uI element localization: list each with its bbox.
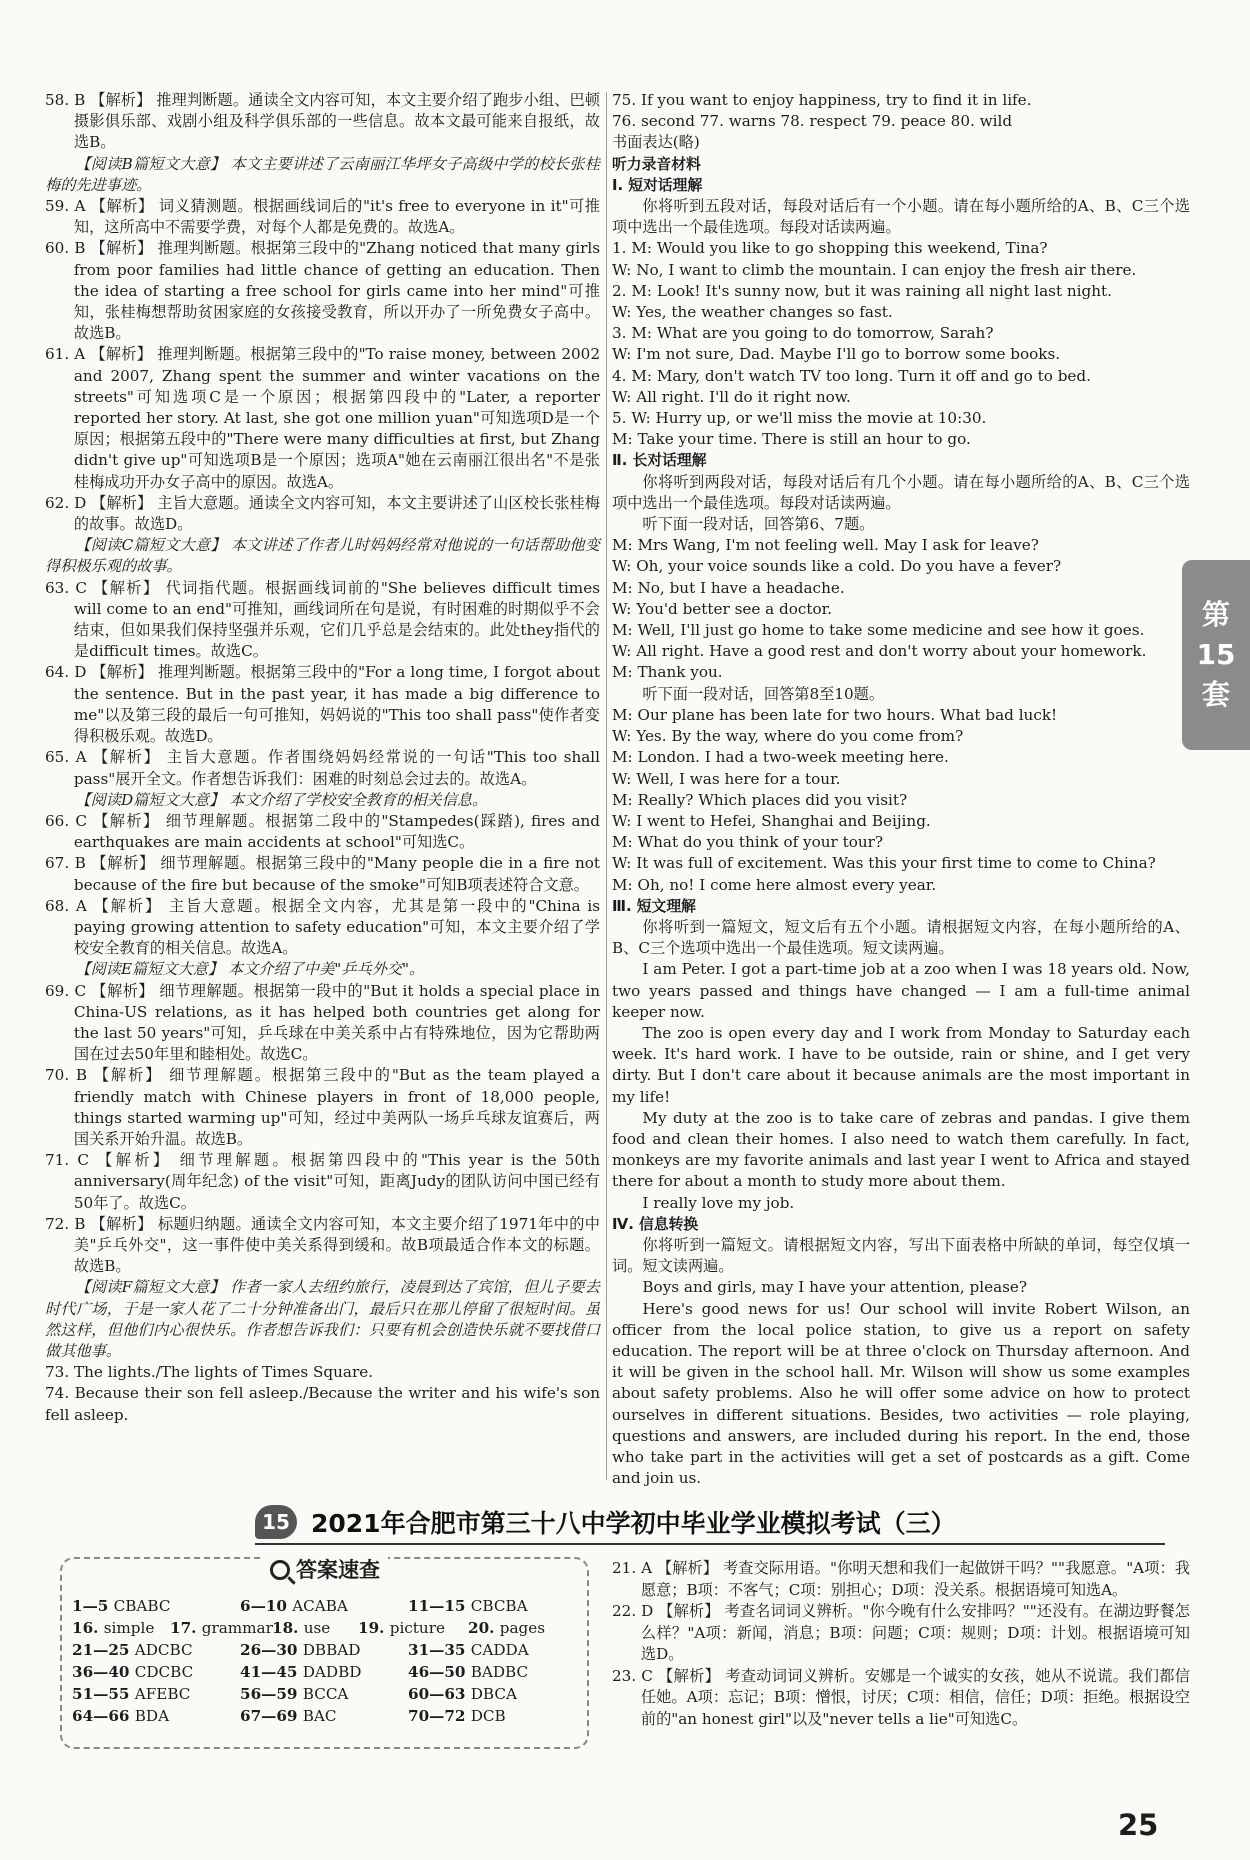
answer-number: 51—55	[72, 1685, 135, 1703]
left-column-paragraph: 61. A 【解析】 推理判断题。根据第三段中的"To raise money, between 2002 and 2007, Zhang spent the summer and winter vacations on the streets"可知选项C是一个原因；根据第四段中的"Later, a reporter reported her story. At last, she got one million yuan"可知选项D是一个原因；根据第五段中的"There were many difficulties at first, but Zhang didn't give up"可知选项B是一个原因；选项A"她在云南丽江很出名"不是张桂梅成功开办女子高中的原因。故选A。	[45, 345, 600, 491]
right-column-paragraph: 你将听到一篇短文，短文后有五个小题。请根据短文内容，在每小题所给的A、B、C三个选项中选出一个最佳选项。短文读两遍。	[612, 917, 1190, 958]
right-column	[612, 90, 1190, 1489]
bottom-right-paragraph: 23. C 【解析】 考查动词词义辨析。安娜是一个诚实的女孩，她从不说谎。我们都信任她。A项：忘记；B项：憎恨，讨厌；C项：相信，信任；D项：拒绝。根据设空前的"an honest girl"以及"never tells a lie"可知选C。	[612, 1666, 1190, 1728]
answer-number: 17.	[170, 1619, 202, 1637]
right-column-paragraph: 2. M: Look! It's sunny now, but it was raining all night last night.	[612, 281, 1112, 300]
right-column-paragraph: W: I'm not sure, Dad. Maybe I'll go to borrow some books.	[612, 345, 1061, 364]
answer-cell	[408, 1683, 576, 1705]
answer-box-title	[262, 1555, 388, 1585]
left-column-paragraph: 【阅读B篇短文大意】 本文主要讲述了云南丽江华坪女子高级中学的校长张桂梅的先进事迹。	[45, 154, 600, 194]
answer-number: 56—59	[240, 1685, 303, 1703]
left-column-paragraph: 【阅读E篇短文大意】 本文介绍了中美"乒乓外交"。	[75, 960, 425, 979]
answer-number: 46—50	[408, 1663, 471, 1681]
answer-value: DBBAD	[302, 1641, 361, 1659]
magnifier-icon	[270, 1560, 290, 1580]
answer-number: 60—63	[408, 1685, 471, 1703]
right-column-paragraph: W: All right. Have a good rest and don't worry about your homework.	[612, 642, 1147, 661]
left-column-paragraph: 69. C 【解析】 细节理解题。根据第一段中的"But it holds a special place in China-US relations, as it has helped both countries get along for the last 50 years"可知，乒乓球在中美关系中占有特殊地位，因为它帮助两国在过去50年里和睦相处。故选C。	[45, 981, 600, 1064]
answer-cell	[240, 1705, 408, 1727]
side-tab-char-3: 套	[1201, 678, 1230, 711]
answer-cell	[72, 1705, 240, 1727]
answer-grid	[72, 1595, 577, 1727]
answer-number: 36—40	[72, 1663, 135, 1681]
answer-row	[72, 1683, 577, 1705]
answer-number: 19.	[358, 1619, 390, 1637]
right-column-paragraph: 你将听到两段对话，每段对话后有几个小题。请在每小题所给的A、B、C三个选项中选出一个最佳选项。每段对话读两遍。	[612, 472, 1190, 512]
answer-cell	[408, 1705, 576, 1727]
left-column	[45, 90, 600, 1426]
answer-value: AFEBC	[134, 1685, 191, 1703]
answer-value: pages	[499, 1619, 545, 1637]
right-column-paragraph: I really love my job.	[642, 1193, 795, 1212]
right-column-paragraph: M: Oh, no! I come here almost every year.	[612, 875, 937, 894]
answer-cell	[72, 1617, 170, 1639]
answer-cell	[240, 1683, 408, 1705]
left-column-paragraph: 65. A 【解析】 主旨大意题。作者围绕妈妈经常说的一句话"This too shall pass"展开全文。作者想告诉我们：困难的时刻总会过去的。故选A。	[45, 748, 600, 788]
right-column-paragraph: 你将听到五段对话，每段对话后有一个小题。请在每小题所给的A、B、C三个选项中选出一个最佳选项。每段对话读两遍。	[612, 197, 1190, 237]
right-column-paragraph: M: Really? Which places did you visit?	[612, 790, 908, 809]
left-column-paragraph: 64. D 【解析】 推理判断题。根据第三段中的"For a long time, I forgot about the sentence. But in the past year, it has made a big difference to me"以及第三段的最后一句可推知，妈妈说的"This too shall pass"使作者变得积极乐观。故选D。	[45, 663, 600, 746]
page-number: 25	[1118, 1808, 1159, 1842]
answer-value: ADCBC	[134, 1641, 193, 1659]
right-column-paragraph: 5. W: Hurry up, or we'll miss the movie at 10:30.	[612, 409, 987, 428]
answer-cell	[72, 1661, 240, 1683]
left-column-paragraph: 73. The lights./The lights of Times Square.	[45, 1363, 374, 1382]
banner-underline	[255, 1543, 1165, 1545]
side-tab-char-1: 第	[1201, 598, 1230, 631]
answer-cell	[72, 1595, 240, 1617]
answer-value: CBABC	[113, 1597, 171, 1615]
left-column-paragraph: 68. A 【解析】 主旨大意题。根据全文内容，尤其是第一段中的"China is paying growing attention to safety education"可知，本文主要介绍了学校安全教育的相关信息。故选A。	[45, 896, 600, 958]
answer-number: 18.	[272, 1619, 304, 1637]
answer-row	[72, 1705, 577, 1727]
answer-number: 64—66	[72, 1707, 135, 1725]
right-column-paragraph: 书面表达(略)	[612, 133, 700, 152]
answer-cell	[272, 1617, 358, 1639]
right-column-paragraph: W: Yes. By the way, where do you come from?	[612, 727, 964, 746]
right-column-paragraph: Ⅲ. 短文理解	[612, 897, 696, 915]
right-column-paragraph: M: No, but I have a headache.	[612, 578, 845, 597]
answer-value: picture	[389, 1619, 445, 1637]
answer-value: use	[303, 1619, 331, 1637]
left-column-paragraph: 【阅读D篇短文大意】 本文介绍了学校安全教育的相关信息。	[75, 790, 488, 809]
right-column-paragraph: Ⅱ. 长对话理解	[612, 452, 707, 470]
answer-cell	[240, 1595, 408, 1617]
answer-number: 70—72	[408, 1707, 471, 1725]
right-column-paragraph: Ⅳ. 信息转换	[612, 1215, 699, 1233]
side-tab-char-2: 15	[1196, 638, 1236, 671]
right-column-paragraph: 听力录音材料	[612, 155, 701, 173]
right-column-paragraph: I am Peter. I got a part-time job at a zoo when I was 18 years old. Now, two years passed and things have changed — I am a full-time animal keeper now.	[612, 960, 1190, 1021]
right-column-paragraph: M: What do you think of your tour?	[612, 833, 884, 852]
right-column-paragraph: W: All right. I'll do it right now.	[612, 387, 851, 406]
left-column-paragraph: 【阅读C篇短文大意】 本文讲述了作者儿时妈妈经常对他说的一句话帮助他变得积极乐观的故事。	[45, 536, 600, 576]
answer-number: 67—69	[240, 1707, 303, 1725]
right-column-paragraph: 76. second 77. warns 78. respect 79. peace 80. wild	[612, 112, 1013, 131]
answer-cell	[72, 1639, 240, 1661]
left-column-paragraph: 【阅读F篇短文大意】 作者一家人去纽约旅行，凌晨到达了宾馆，但儿子要去时代广场，于是一家人花了二十分钟准备出门，最后只在那儿停留了很短时间。虽然这样，但他们内心很快乐。作者想告诉我们：只要有机会创造快乐就不要找借口做其他事。	[45, 1278, 600, 1360]
right-column-paragraph: M: Thank you.	[612, 663, 723, 682]
answer-value: DCB	[470, 1707, 506, 1725]
right-column-paragraph: M: Our plane has been late for two hours. What bad luck!	[612, 705, 1058, 724]
answer-value: CADDA	[470, 1641, 529, 1659]
right-column-paragraph: 你将听到一篇短文。请根据短文内容，写出下面表格中所缺的单词，每空仅填一词。短文读两遍。	[612, 1235, 1190, 1276]
answer-value: DADBD	[302, 1663, 362, 1681]
answer-number: 21—25	[72, 1641, 135, 1659]
answer-value: BCCA	[302, 1685, 349, 1703]
right-column-paragraph: 听下面一段对话，回答第6、7题。	[642, 515, 875, 534]
answer-number: 41—45	[240, 1663, 303, 1681]
right-column-paragraph: W: I went to Hefei, Shanghai and Beijing.	[612, 811, 931, 830]
right-column-paragraph: M: Mrs Wang, I'm not feeling well. May I ask for leave?	[612, 536, 1039, 555]
right-column-paragraph: W: Yes, the weather changes so fast.	[612, 303, 893, 322]
right-column-paragraph: W: Oh, your voice sounds like a cold. Do you have a fever?	[612, 557, 1062, 576]
answer-number: 1—5	[72, 1597, 114, 1615]
answer-value: grammar	[201, 1619, 273, 1637]
answer-number: 6—10	[240, 1597, 293, 1615]
right-column-paragraph: W: No, I want to climb the mountain. I can enjoy the fresh air there.	[612, 260, 1137, 279]
answer-value: BADBC	[470, 1663, 529, 1681]
right-column-paragraph: Ⅰ. 短对话理解	[612, 176, 703, 194]
answer-value: BDA	[134, 1707, 170, 1725]
answer-cell	[240, 1661, 408, 1683]
right-column-paragraph: The zoo is open every day and I work from Monday to Saturday each week. It's hard work. I have to be outside, rain or shine, and I get very dirty. But I don't care about it because animals are the most important in my life!	[612, 1023, 1190, 1106]
answer-row	[72, 1639, 577, 1661]
answer-value: CDCBC	[134, 1663, 194, 1681]
answer-cell	[358, 1617, 468, 1639]
set-number-tab	[1182, 560, 1250, 750]
answer-number: 16.	[72, 1619, 104, 1637]
left-column-paragraph: 58. B 【解析】 推理判断题。通读全文内容可知，本文主要介绍了跑步小组、巴顿摄影俱乐部、戏剧小组及科学俱乐部的一些信息。故本文最可能来自报纸，故选B。	[45, 91, 601, 152]
answer-value: CBCBA	[470, 1597, 528, 1615]
right-column-paragraph: My duty at the zoo is to take care of zebras and pandas. I give them food and clean their homes. I also need to watch them carefully. In fact, monkeys are my favorite animals and last year I went to Africa and stayed there for about a month to study more about them.	[612, 1108, 1190, 1191]
right-column-paragraph: M: London. I had a two-week meeting here.	[612, 748, 949, 767]
banner-badge: 15	[255, 1505, 297, 1539]
answer-quick-check-box	[60, 1557, 589, 1749]
banner-title: 2021年合肥市第三十八中学初中毕业学业模拟考试（三）	[311, 1509, 956, 1538]
bottom-right-explanations	[612, 1558, 1190, 1730]
left-column-paragraph: 74. Because their son fell asleep./Because the writer and his wife's son fell asleep.	[45, 1384, 600, 1424]
right-column-paragraph: 3. M: What are you going to do tomorrow, Sarah?	[612, 324, 994, 343]
bottom-right-paragraph: 21. A 【解析】 考查交际用语。"你明天想和我们一起做饼干吗？""我愿意。"A项：我愿意；B项：不客气；C项：别担心；D项：没关系。根据语境可知选A。	[612, 1559, 1190, 1599]
answer-cell	[170, 1617, 272, 1639]
left-column-paragraph: 67. B 【解析】 细节理解题。根据第三段中的"Many people die in a fire not because of the fire but because of the smoke"可知B项表述符合文意。	[45, 854, 600, 894]
left-column-paragraph: 72. B 【解析】 标题归纳题。通读全文内容可知，本文主要介绍了1971年中的中美"乒乓外交"，这一事件使中美关系得到缓和。故B项最适合作本文的标题。故选B。	[45, 1214, 600, 1276]
right-column-paragraph: W: You'd better see a doctor.	[612, 599, 833, 618]
answer-number: 20.	[468, 1619, 500, 1637]
right-column-paragraph: Here's good news for us! Our school will invite Robert Wilson, an officer from the local police station, to give us a report on safety education. The report will be at three o'clock on Thursday afternoon. And it will be given in the school hall. Mr. Wilson will show us some examples about safety problems. Also he will offer some advice on how to protect ourselves in different situations. Besides, two activities — role playing, questions and answers, are included during his report. In the end, those who take part in the activities will get a set of postcards as a gift. Come and join us.	[612, 1299, 1190, 1488]
left-column-paragraph: 66. C 【解析】 细节理解题。根据第二段中的"Stampedes(踩踏), fires and earthquakes are main accidents at school"可知选C。	[45, 811, 600, 852]
answer-row	[72, 1595, 577, 1617]
answer-cell	[72, 1683, 240, 1705]
bottom-right-paragraph: 22. D 【解析】 考查名词词义辨析。"你今晚有什么安排吗？""还没有。在湖边野餐怎么样？"A项：新闻，消息；B项：问题；C项：规则；D项：计划。根据语境可知选D。	[612, 1602, 1190, 1663]
answer-number: 26—30	[240, 1641, 303, 1659]
answer-cell	[408, 1661, 576, 1683]
answer-value: simple	[103, 1619, 155, 1637]
right-column-paragraph: 4. M: Mary, don't watch TV too long. Turn it off and go to bed.	[612, 366, 1091, 385]
left-column-paragraph: 59. A 【解析】 词义猜测题。根据画线词后的"it's free to everyone in it"可推知，这所高中不需要学费，对每个人都是免费的。故选A。	[45, 197, 600, 237]
answer-number: 11—15	[408, 1597, 471, 1615]
right-column-paragraph: Boys and girls, may I have your attention, please?	[642, 1278, 1028, 1297]
answer-cell	[240, 1639, 408, 1661]
right-column-paragraph: M: Take your time. There is still an hour to go.	[612, 430, 971, 449]
column-divider	[606, 92, 607, 1480]
answer-value: ACABA	[292, 1597, 348, 1615]
right-column-paragraph: 听下面一段对话，回答第8至10题。	[642, 684, 885, 703]
left-column-paragraph: 63. C 【解析】 代词指代题。根据画线词前的"She believes difficult times will come to an end"可推知，画线词所在句是说，有时困难的时期似乎不会结束，但如果我们保持坚强并乐观，它们几乎总是会结束的。此处they指代的是difficult times。故选C。	[45, 578, 600, 661]
left-column-paragraph: 62. D 【解析】 主旨大意题。通读全文内容可知，本文主要讲述了山区校长张桂梅的故事。故选D。	[45, 493, 600, 534]
right-column-paragraph: M: Well, I'll just go home to take some medicine and see how it goes.	[612, 621, 1145, 640]
left-column-paragraph: 70. B 【解析】 细节理解题。根据第三段中的"But as the team played a friendly match with Chinese players in front of 18,000 people, things started warming up"可知，经过中美两队一场乒乓球友谊赛后，两国关系开始升温。故选B。	[45, 1066, 600, 1148]
right-column-paragraph: 75. If you want to enjoy happiness, try to find it in life.	[612, 91, 1032, 109]
answer-row	[72, 1661, 577, 1683]
answer-number: 31—35	[408, 1641, 471, 1659]
answer-value: BAC	[302, 1707, 337, 1725]
answer-cell	[408, 1595, 576, 1617]
answer-cell	[468, 1617, 568, 1639]
answer-box-title-text: 答案速查	[296, 1558, 380, 1582]
answer-value: DBCA	[470, 1685, 517, 1703]
right-column-paragraph: W: Well, I was here for a tour.	[612, 769, 841, 788]
left-column-paragraph: 60. B 【解析】 推理判断题。根据第三段中的"Zhang noticed that many girls from poor families had little chance of getting an education. Then the idea of starting a free school for girls came into her mind"可推知，张桂梅想帮助贫困家庭的女孩接受教育，所以开办了一所免费女子高中。故选B。	[45, 239, 600, 343]
left-column-paragraph: 71. C 【解析】 细节理解题。根据第四段中的"This year is the 50th anniversary(周年纪念) of the visit"可知，距离Judy的团队访问中国已经有50年了。故选C。	[45, 1151, 600, 1212]
answer-cell	[408, 1639, 576, 1661]
answer-row	[72, 1617, 577, 1639]
exam-banner	[255, 1505, 1165, 1539]
right-column-paragraph: W: It was full of excitement. Was this your first time to come to China?	[612, 854, 1156, 873]
right-column-paragraph: 1. M: Would you like to go shopping this weekend, Tina?	[612, 239, 1048, 258]
